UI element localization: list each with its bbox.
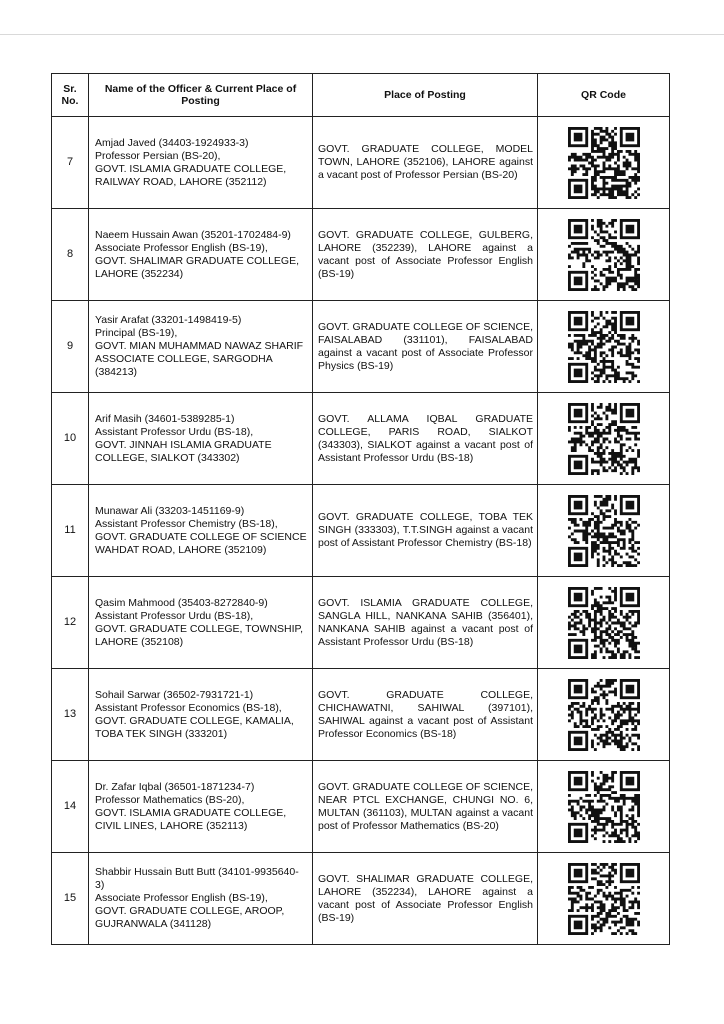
- qr-code-cell: [538, 209, 670, 301]
- qr-code-cell: [538, 393, 670, 485]
- officer-cell: [89, 117, 313, 209]
- sr-no-cell: 8: [52, 209, 89, 301]
- officer-designation: Associate Professor English (BS-19),: [95, 892, 268, 904]
- qr-code-icon[interactable]: [568, 679, 640, 751]
- sr-no-cell: 9: [52, 301, 89, 393]
- officer-name: Qasim Mahmood (35403-8272840-9): [95, 596, 268, 609]
- qr-code-cell: [538, 669, 670, 761]
- table-row: [52, 393, 670, 485]
- officer-current-posting: GOVT. ISLAMIA GRADUATE COLLEGE, CIVIL LINES, LAHORE (352113): [95, 806, 287, 832]
- place-of-posting-cell: GOVT. ALLAMA IQBAL GRADUATE COLLEGE, PARIS ROAD, SIALKOT (343303), SIALKOT against a vacant post of Assistant Professor Urdu (BS-18): [313, 393, 538, 485]
- qr-code-icon[interactable]: [568, 311, 640, 383]
- place-of-posting-cell: GOVT. SHALIMAR GRADUATE COLLEGE, LAHORE (352234), LAHORE against a vacant post of Associate Professor English (BS-19): [313, 853, 538, 945]
- qr-code-icon[interactable]: [568, 219, 640, 291]
- officer-name: Naeem Hussain Awan (35201-1702484-9): [95, 228, 291, 241]
- header-place-of-posting: Place of Posting: [313, 74, 538, 117]
- officer-current-posting: GOVT. ISLAMIA GRADUATE COLLEGE, RAILWAY ROAD, LAHORE (352112): [95, 162, 287, 188]
- qr-code-cell: [538, 577, 670, 669]
- officer-cell: [89, 393, 313, 485]
- officer-cell: [89, 853, 313, 945]
- officer-designation: Principal (BS-19),: [95, 327, 178, 339]
- qr-code-icon[interactable]: [568, 403, 640, 475]
- qr-code-cell: [538, 117, 670, 209]
- sr-no-cell: 15: [52, 853, 89, 945]
- officer-designation: Assistant Professor Economics (BS-18),: [95, 701, 282, 714]
- officer-current-posting: GOVT. GRADUATE COLLEGE OF SCIENCE WAHDAT ROAD, LAHORE (352109): [95, 530, 307, 556]
- qr-code-cell: [538, 485, 670, 577]
- header-officer: Name of the Officer & Current Place of Posting: [89, 74, 313, 117]
- officer-current-posting: GOVT. MIAN MUHAMMAD NAWAZ SHARIF ASSOCIATE COLLEGE, SARGODHA (384213): [95, 340, 304, 378]
- table-header-row: [52, 74, 670, 117]
- qr-code-cell: [538, 853, 670, 945]
- postings-table: [51, 73, 670, 945]
- sr-no-cell: 12: [52, 577, 89, 669]
- officer-designation: Associate Professor English (BS-19),: [95, 241, 268, 254]
- officer-designation: Assistant Professor Chemistry (BS-18),: [95, 517, 278, 530]
- table-row: [52, 853, 670, 945]
- place-of-posting-cell: GOVT. GRADUATE COLLEGE, TOBA TEK SINGH (333303), T.T.SINGH against a vacant post of Assistant Professor Chemistry (BS-18): [313, 485, 538, 577]
- sr-no-cell: 7: [52, 117, 89, 209]
- place-of-posting-cell: GOVT. GRADUATE COLLEGE, CHICHAWATNI, SAHIWAL (397101), SAHIWAL against a vacant post of Assistant Professor Economics (BS-18): [313, 669, 538, 761]
- officer-cell: [89, 209, 313, 301]
- table-body: [52, 117, 670, 945]
- table-row: [52, 301, 670, 393]
- officer-cell: [89, 669, 313, 761]
- qr-code-cell: [538, 301, 670, 393]
- qr-code-cell: [538, 761, 670, 853]
- sr-no-cell: 11: [52, 485, 89, 577]
- officer-name: Shabbir Hussain Butt Butt (34101-9935640-3): [95, 866, 299, 891]
- officer-cell: [89, 301, 313, 393]
- place-of-posting-cell: GOVT. GRADUATE COLLEGE OF SCIENCE, NEAR PTCL EXCHANGE, CHUNGI NO. 6, MULTAN (361103), MULTAN against a vacant post of Professor Mathematics (BS-20): [313, 761, 538, 853]
- officer-current-posting: GOVT. GRADUATE COLLEGE, KAMALIA, TOBA TEK SINGH (333201): [95, 714, 294, 740]
- table-row: [52, 209, 670, 301]
- sr-no-cell: 14: [52, 761, 89, 853]
- table-row: [52, 761, 670, 853]
- officer-cell: [89, 761, 313, 853]
- qr-code-icon[interactable]: [568, 771, 640, 843]
- header-qr-code: QR Code: [538, 74, 670, 117]
- officer-cell: [89, 485, 313, 577]
- officer-designation: Professor Persian (BS-20),: [95, 149, 221, 162]
- qr-code-icon[interactable]: [568, 495, 640, 567]
- officer-name: Dr. Zafar Iqbal (36501-1871234-7): [95, 780, 255, 793]
- header-sr-no: Sr. No.: [52, 74, 89, 117]
- officer-name: Arif Masih (34601-5389285-1): [95, 412, 235, 425]
- officer-current-posting: GOVT. SHALIMAR GRADUATE COLLEGE, LAHORE (352234): [95, 254, 300, 280]
- page-top-divider: [0, 34, 724, 35]
- sr-no-cell: 13: [52, 669, 89, 761]
- officer-designation: Professor Mathematics (BS-20),: [95, 793, 245, 806]
- officer-name: Munawar Ali (33203-1451169-9): [95, 504, 245, 517]
- place-of-posting-cell: GOVT. GRADUATE COLLEGE, GULBERG, LAHORE (352239), LAHORE against a vacant post of Associate Professor English (BS-19): [313, 209, 538, 301]
- officer-cell: [89, 577, 313, 669]
- officer-current-posting: GOVT. GRADUATE COLLEGE, TOWNSHIP, LAHORE (352108): [95, 622, 304, 648]
- officer-name: Sohail Sarwar (36502-7931721-1): [95, 688, 254, 701]
- table-row: [52, 117, 670, 209]
- qr-code-icon[interactable]: [568, 127, 640, 199]
- sr-no-cell: 10: [52, 393, 89, 485]
- place-of-posting-cell: GOVT. GRADUATE COLLEGE, MODEL TOWN, LAHORE (352106), LAHORE against a vacant post of Professor Persian (BS-20): [313, 117, 538, 209]
- officer-name: Amjad Javed (34403-1924933-3): [95, 136, 249, 149]
- officer-current-posting: GOVT. JINNAH ISLAMIA GRADUATE COLLEGE, SIALKOT (343302): [95, 438, 272, 464]
- place-of-posting-cell: GOVT. GRADUATE COLLEGE OF SCIENCE, FAISALABAD (331101), FAISALABAD against a vacant post of Associate Professor Physics (BS-19): [313, 301, 538, 393]
- officer-current-posting: GOVT. GRADUATE COLLEGE, AROOP, GUJRANWALA (341128): [95, 905, 285, 930]
- table-row: [52, 485, 670, 577]
- officer-name: Yasir Arafat (33201-1498419-5): [95, 314, 242, 326]
- qr-code-icon[interactable]: [568, 587, 640, 659]
- place-of-posting-cell: GOVT. ISLAMIA GRADUATE COLLEGE, SANGLA HILL, NANKANA SAHIB (356401), NANKANA SAHIB against a vacant post of Assistant Professor Urdu (BS-18): [313, 577, 538, 669]
- table-row: [52, 669, 670, 761]
- table-row: [52, 577, 670, 669]
- qr-code-icon[interactable]: [568, 863, 640, 935]
- officer-designation: Assistant Professor Urdu (BS-18),: [95, 425, 254, 438]
- officer-designation: Assistant Professor Urdu (BS-18),: [95, 609, 254, 622]
